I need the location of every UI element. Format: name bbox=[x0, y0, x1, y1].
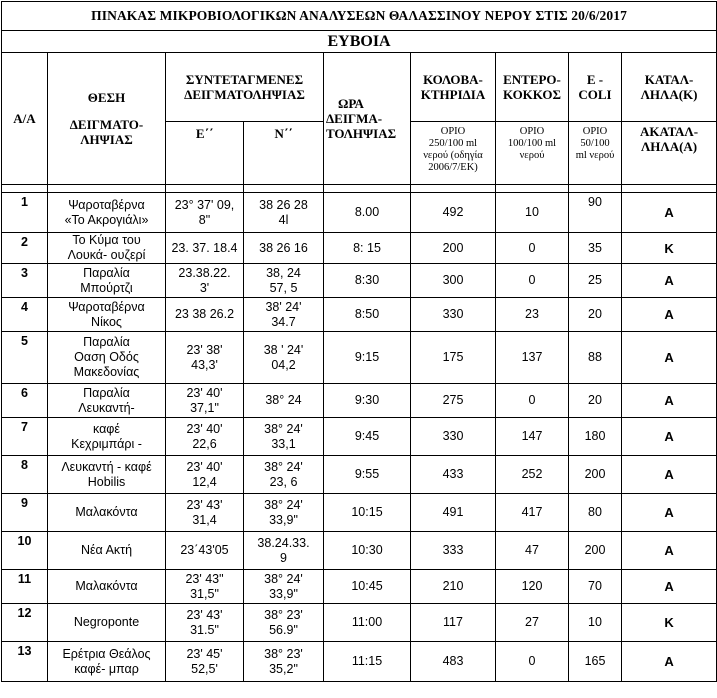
enterococcus-value: 47 bbox=[496, 532, 569, 570]
coord-e: 23' 38' 43,3' bbox=[166, 332, 244, 384]
ecoli-value: 180 bbox=[569, 418, 622, 456]
enterococcus-value: 417 bbox=[496, 494, 569, 532]
ecoli-value: 35 bbox=[569, 233, 622, 264]
sampling-time: 10:45 bbox=[324, 570, 411, 604]
sampling-position: Παραλία Λευκαντή- bbox=[48, 384, 166, 418]
coliform-value: 330 bbox=[411, 298, 496, 332]
enterococcus-value: 147 bbox=[496, 418, 569, 456]
coord-n: 38.24.33. 9 bbox=[244, 532, 324, 570]
sampling-time: 8:30 bbox=[324, 264, 411, 298]
coliform-value: 492 bbox=[411, 193, 496, 233]
coord-n: 38° 23' 56.9" bbox=[244, 604, 324, 642]
coord-e: 23΄43'05 bbox=[166, 532, 244, 570]
ecoli-value: 80 bbox=[569, 494, 622, 532]
sampling-time: 9:30 bbox=[324, 384, 411, 418]
sampling-position: Παραλία Μπούρτζι bbox=[48, 264, 166, 298]
row-number: 2 bbox=[2, 233, 48, 264]
row-number: 4 bbox=[2, 298, 48, 332]
enterococcus-value: 137 bbox=[496, 332, 569, 384]
suitability-result: Α bbox=[622, 570, 717, 604]
enterococcus-value: 120 bbox=[496, 570, 569, 604]
coord-n: 38 26 28 4l bbox=[244, 193, 324, 233]
table-row bbox=[2, 233, 717, 264]
sampling-time: 10:15 bbox=[324, 494, 411, 532]
suitability-result: Α bbox=[622, 384, 717, 418]
coord-e: 23.38.22. 3' bbox=[166, 264, 244, 298]
sampling-position: Μαλακόντα bbox=[48, 570, 166, 604]
coord-e: 23° 37' 09, 8" bbox=[166, 193, 244, 233]
coliform-value: 275 bbox=[411, 384, 496, 418]
coord-n: 38, 24 57, 5 bbox=[244, 264, 324, 298]
enterococcus-value: 10 bbox=[496, 193, 569, 233]
coord-n: 38' 24' 34.7 bbox=[244, 298, 324, 332]
coord-e: 23' 45' 52,5' bbox=[166, 642, 244, 682]
enterococcus-value: 0 bbox=[496, 264, 569, 298]
sampling-time: 8: 15 bbox=[324, 233, 411, 264]
coliform-value: 117 bbox=[411, 604, 496, 642]
sampling-time: 10:30 bbox=[324, 532, 411, 570]
row-number: 1 bbox=[2, 193, 48, 233]
table-row bbox=[2, 570, 717, 604]
limit-enterococcus: ΟΡΙΟ 100/100 ml νερού bbox=[496, 122, 569, 185]
suitability-result: Α bbox=[622, 298, 717, 332]
table-row bbox=[2, 494, 717, 532]
table-row bbox=[2, 332, 717, 384]
enterococcus-value: 252 bbox=[496, 456, 569, 494]
sampling-position: καφέ Κεχριμπάρι - bbox=[48, 418, 166, 456]
sampling-time: 9:45 bbox=[324, 418, 411, 456]
header-aa: Α/Α bbox=[2, 53, 48, 185]
coliform-value: 433 bbox=[411, 456, 496, 494]
coord-n: 38 ' 24' 04,2 bbox=[244, 332, 324, 384]
sampling-position: Negroponte bbox=[48, 604, 166, 642]
results-table bbox=[1, 1, 717, 682]
row-number: 7 bbox=[2, 418, 48, 456]
sampling-position: Λευκαντή - καφέ Hobilis bbox=[48, 456, 166, 494]
coord-e: 23' 43" 31,5" bbox=[166, 570, 244, 604]
ecoli-value: 70 bbox=[569, 570, 622, 604]
header-n: Ν΄΄ bbox=[244, 122, 324, 185]
coliform-value: 483 bbox=[411, 642, 496, 682]
row-number: 8 bbox=[2, 456, 48, 494]
suitability-result: Κ bbox=[622, 233, 717, 264]
sampling-position: Ψαροταβέρνα Νίκος bbox=[48, 298, 166, 332]
table-row bbox=[2, 384, 717, 418]
coord-n: 38° 24 bbox=[244, 384, 324, 418]
row-number: 12 bbox=[2, 604, 48, 642]
suitability-result: Α bbox=[622, 264, 717, 298]
coord-e: 23' 43' 31,4 bbox=[166, 494, 244, 532]
suitability-result: Α bbox=[622, 456, 717, 494]
ecoli-value: 10 bbox=[569, 604, 622, 642]
ecoli-value: 20 bbox=[569, 384, 622, 418]
table-row bbox=[2, 298, 717, 332]
row-number: 10 bbox=[2, 532, 48, 570]
coliform-value: 330 bbox=[411, 418, 496, 456]
coliform-value: 333 bbox=[411, 532, 496, 570]
sampling-time: 8:50 bbox=[324, 298, 411, 332]
header-enterococcus: ΕΝΤΕΡΟ- ΚΟΚΚΟΣ bbox=[496, 53, 569, 122]
region-heading: ΕΥΒΟΙΑ bbox=[2, 31, 717, 53]
enterococcus-value: 23 bbox=[496, 298, 569, 332]
row-number: 13 bbox=[2, 642, 48, 682]
row-number: 6 bbox=[2, 384, 48, 418]
ecoli-value: 165 bbox=[569, 642, 622, 682]
suitability-result: Κ bbox=[622, 604, 717, 642]
table-row bbox=[2, 456, 717, 494]
header-coordinates: ΣΥΝΤΕΤΑΓΜΕΝΕΣ ΔΕΙΓΜΑΤΟΛΗΨΙΑΣ bbox=[166, 53, 324, 122]
sampling-time: 11:15 bbox=[324, 642, 411, 682]
ecoli-value: 88 bbox=[569, 332, 622, 384]
header-coliform: ΚΟΛΟΒΑ- ΚΤΗΡΙΔΙΑ bbox=[411, 53, 496, 122]
suitability-result: Α bbox=[622, 642, 717, 682]
coord-n: 38 26 16 bbox=[244, 233, 324, 264]
suitability-result: Α bbox=[622, 332, 717, 384]
sampling-time: 9:15 bbox=[324, 332, 411, 384]
data-rows bbox=[2, 193, 717, 682]
ecoli-value: 200 bbox=[569, 456, 622, 494]
row-number: 9 bbox=[2, 494, 48, 532]
table-row bbox=[2, 604, 717, 642]
coord-n: 38° 24' 23, 6 bbox=[244, 456, 324, 494]
header-time: ΩΡΑ ΔΕΙΓΜΑ- ΤΟΛΗΨΙΑΣ bbox=[324, 53, 411, 185]
coord-n: 38° 23' 35,2" bbox=[244, 642, 324, 682]
coliform-value: 200 bbox=[411, 233, 496, 264]
coord-e: 23. 37. 18.4 bbox=[166, 233, 244, 264]
sampling-time: 8.00 bbox=[324, 193, 411, 233]
coliform-value: 491 bbox=[411, 494, 496, 532]
limit-ecoli: ΟΡΙΟ 50/100 ml νερού bbox=[569, 122, 622, 185]
enterococcus-value: 0 bbox=[496, 384, 569, 418]
sampling-position: Ψαροταβέρνα «Το Ακρογιάλι» bbox=[48, 193, 166, 233]
row-number: 3 bbox=[2, 264, 48, 298]
enterococcus-value: 27 bbox=[496, 604, 569, 642]
table-row bbox=[2, 642, 717, 682]
coliform-value: 300 bbox=[411, 264, 496, 298]
table-row bbox=[2, 418, 717, 456]
suitability-result: Α bbox=[622, 418, 717, 456]
coord-e: 23' 40' 12,4 bbox=[166, 456, 244, 494]
suitability-result: Α bbox=[622, 193, 717, 233]
coord-e: 23' 43' 31.5" bbox=[166, 604, 244, 642]
coord-e: 23 38 26.2 bbox=[166, 298, 244, 332]
sampling-position: Το Κύμα του Λουκά- ουζερί bbox=[48, 233, 166, 264]
sampling-time: 9:55 bbox=[324, 456, 411, 494]
table-row bbox=[2, 193, 717, 233]
enterococcus-value: 0 bbox=[496, 233, 569, 264]
row-number: 11 bbox=[2, 570, 48, 604]
header-position: ΘΕΣΗ ΔΕΙΓΜΑΤΟ- ΛΗΨΙΑΣ bbox=[48, 53, 166, 185]
header-unsuitable: ΑΚΑΤΑΛ- ΛΗΛΑ(Α) bbox=[622, 122, 717, 185]
suitability-result: Α bbox=[622, 532, 717, 570]
header-e: Ε΄΄ bbox=[166, 122, 244, 185]
ecoli-value: 200 bbox=[569, 532, 622, 570]
sampling-position: Νέα Ακτή bbox=[48, 532, 166, 570]
sampling-position: Ερέτρια Θεάλος καφέ- μπαρ bbox=[48, 642, 166, 682]
sampling-time: 11:00 bbox=[324, 604, 411, 642]
table-title: ΠΙΝΑΚΑΣ ΜΙΚΡΟΒΙΟΛΟΓΙΚΩΝ ΑΝΑΛΥΣΕΩΝ ΘΑΛΑΣΣΙΝΟΥ ΝΕΡΟΥ ΣΤΙΣ 20/6/2017 bbox=[2, 2, 717, 31]
coord-e: 23' 40' 22,6 bbox=[166, 418, 244, 456]
coliform-value: 210 bbox=[411, 570, 496, 604]
ecoli-value: 20 bbox=[569, 298, 622, 332]
spacer-row bbox=[2, 185, 717, 193]
table-row bbox=[2, 532, 717, 570]
coliform-value: 175 bbox=[411, 332, 496, 384]
ecoli-value: 25 bbox=[569, 264, 622, 298]
suitability-result: Α bbox=[622, 494, 717, 532]
table-row bbox=[2, 264, 717, 298]
header-suitable: ΚΑΤΑΛ- ΛΗΛΑ(Κ) bbox=[622, 53, 717, 122]
coord-n: 38° 24' 33,9" bbox=[244, 494, 324, 532]
ecoli-value: 90 bbox=[569, 193, 622, 233]
row-number: 5 bbox=[2, 332, 48, 384]
coord-n: 38° 24' 33,9" bbox=[244, 570, 324, 604]
enterococcus-value: 0 bbox=[496, 642, 569, 682]
limit-coliform: ΟΡΙΟ 250/100 ml νερού (οδηγία 2006/7/ΕΚ) bbox=[411, 122, 496, 185]
header-ecoli: Ε - COLI bbox=[569, 53, 622, 122]
sampling-position: Παραλία Οαση Οδός Μακεδονίας bbox=[48, 332, 166, 384]
coord-e: 23' 40' 37,1" bbox=[166, 384, 244, 418]
sampling-position: Μαλακόντα bbox=[48, 494, 166, 532]
coord-n: 38° 24' 33,1 bbox=[244, 418, 324, 456]
